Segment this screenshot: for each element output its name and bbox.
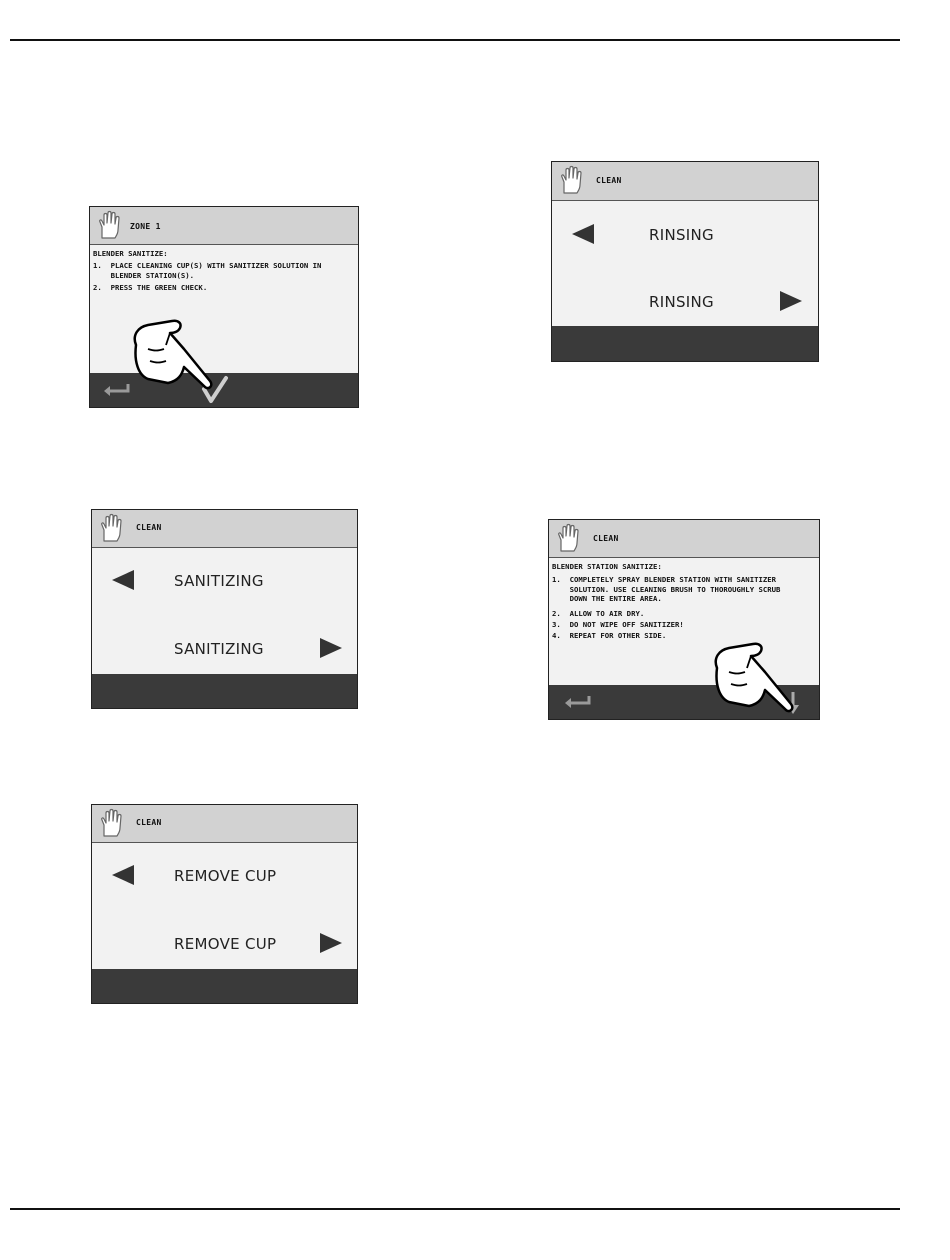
instruction-step-3: 3. DO NOT WIPE OFF SANITIZER! [552, 620, 684, 629]
hand-icon [96, 513, 128, 545]
screen-title: CLEAN [136, 523, 162, 532]
instruction-step-2: 2. ALLOW TO AIR DRY. [552, 609, 645, 618]
status-line-1: SANITIZING [174, 572, 264, 590]
screen-title: ZONE 1 [130, 222, 161, 231]
right-arrow-icon[interactable] [778, 289, 804, 313]
status-line-2: RINSING [649, 293, 714, 311]
sanitizing-screen [91, 509, 358, 709]
right-arrow-icon[interactable] [318, 931, 344, 955]
screen-title: CLEAN [596, 176, 622, 185]
screen-footer [552, 326, 818, 361]
left-arrow-icon[interactable] [110, 863, 136, 887]
status-line-2: REMOVE CUP [174, 935, 277, 953]
zone1-screen [89, 206, 359, 408]
hand-icon [96, 808, 128, 840]
left-arrow-icon[interactable] [110, 568, 136, 592]
screen-title: CLEAN [593, 534, 619, 543]
bottom-rule [10, 1208, 900, 1210]
instructions-heading: BLENDER STATION SANITIZE: [552, 562, 662, 571]
pointing-hand-icon [709, 638, 799, 716]
instruction-step-1: 1. COMPLETELY SPRAY BLENDER STATION WITH SANITIZER SOLUTION. USE CLEANING BRUSH TO THOROUGHLY SCRUB DOWN THE ENTIRE AREA. [552, 575, 781, 603]
right-arrow-icon[interactable] [318, 636, 344, 660]
left-arrow-icon[interactable] [570, 222, 596, 246]
instruction-step-2: 2. PRESS THE GREEN CHECK. [93, 283, 208, 292]
pointing-hand-icon [128, 315, 218, 393]
status-line-2: SANITIZING [174, 640, 264, 658]
back-arrow-icon[interactable] [561, 694, 593, 710]
hand-icon [556, 165, 588, 197]
station-sanitize-screen [548, 519, 820, 720]
screen-footer [92, 969, 357, 1003]
screen-footer [92, 674, 357, 708]
rinsing-screen [551, 161, 819, 362]
hand-icon [553, 523, 585, 555]
instructions-heading: BLENDER SANITIZE: [93, 249, 168, 258]
screen-header [92, 510, 357, 548]
top-rule [10, 39, 900, 41]
screen-header [549, 520, 819, 558]
hand-icon [94, 210, 126, 242]
screen-title: CLEAN [136, 818, 162, 827]
screen-header [90, 207, 358, 245]
remove-cup-screen [91, 804, 358, 1004]
status-line-1: REMOVE CUP [174, 867, 277, 885]
status-line-1: RINSING [649, 226, 714, 244]
instruction-step-1: 1. PLACE CLEANING CUP(S) WITH SANITIZER SOLUTION IN BLENDER STATION(S). [93, 261, 322, 280]
screen-header [552, 162, 818, 201]
instruction-step-4: 4. REPEAT FOR OTHER SIDE. [552, 631, 667, 640]
screen-header [92, 805, 357, 843]
